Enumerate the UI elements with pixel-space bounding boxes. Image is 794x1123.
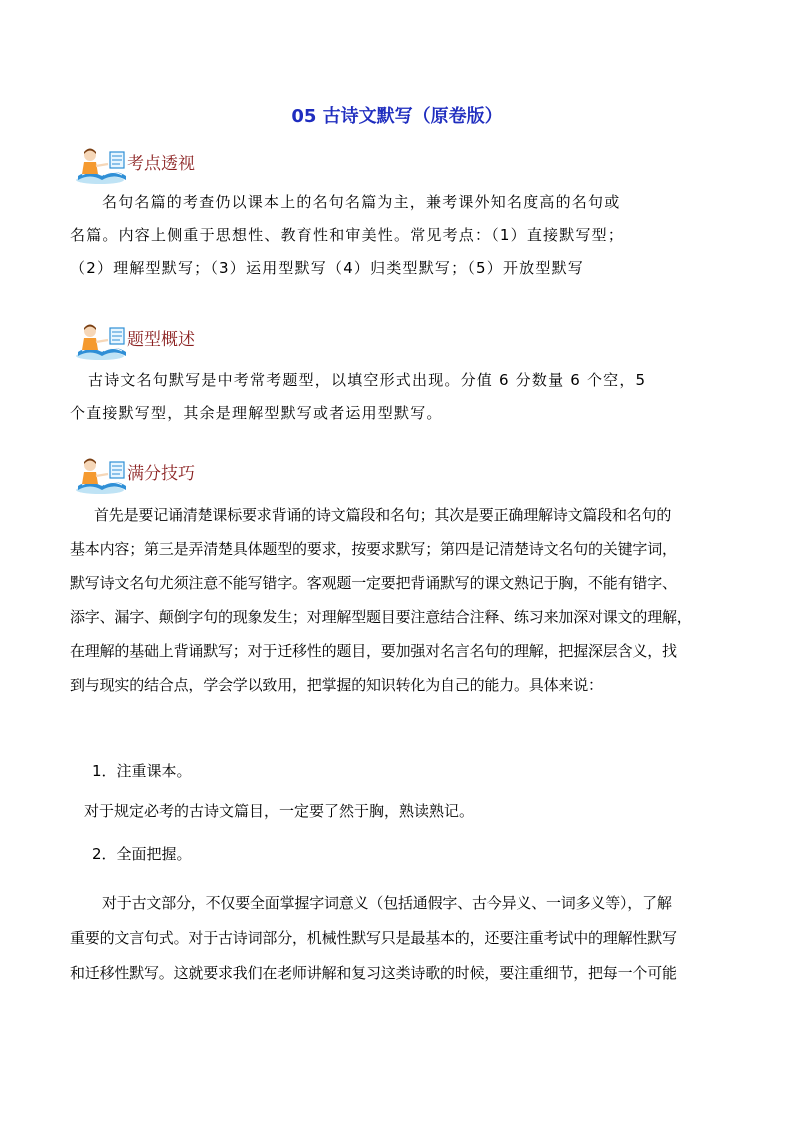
page-title: 05 古诗文默写（原卷版） — [291, 106, 503, 127]
reading-girl-icon — [74, 456, 130, 496]
section-heading-label: 考点透视 — [127, 154, 195, 174]
section-heading-tixing — [74, 322, 374, 362]
section-heading-manfen — [74, 456, 374, 496]
section-paragraph — [70, 886, 726, 991]
section-heading-label: 满分技巧 — [127, 464, 195, 484]
text-line: 基本内容；第三是弄清楚具体题型的要求，按要求默写；第四是记清楚诗文名句的关键字词， — [70, 540, 677, 558]
text-line: 对于古文部分，不仅要全面掌握字词意义（包括通假字、古今异义、一词多义等），了解 — [102, 894, 672, 912]
text-line: 在理解的基础上背诵默写；对于迁移性的题目，要加强对名言名句的理解，把握深层含义，找 — [70, 642, 677, 660]
text-line: 名篇。内容上侧重于思想性、教育性和审美性。常见考点：（1）直接默写型； — [70, 226, 625, 244]
text-line: 到与现实的结合点，学会学以致用，把掌握的知识转化为自己的能力。具体来说： — [70, 676, 603, 694]
text-line: 首先是要记诵清楚课标要求背诵的诗文篇段和名句；其次是要正确理解诗文篇段和名句的 — [94, 506, 672, 524]
text-line: 重要的文言句式。对于古诗词部分，机械性默写只是最基本的，还要注重考试中的理解性默写 — [70, 929, 677, 947]
text-line: 添字、漏字、颠倒字句的现象发生；对理解型题目要注意结合注释、练习来加深对课文的理解， — [70, 608, 692, 626]
list-item: 2．全面把握。 — [92, 845, 192, 863]
list-item-text: 对于规定必考的古诗文篇目，一定要了然于胸，熟读熟记。 — [84, 802, 475, 820]
section-heading-kaodian — [74, 146, 374, 186]
text-line: （2）理解型默写；（3）运用型默写（4）归类型默写；（5）开放型默写 — [70, 259, 584, 277]
section-heading-label: 题型概述 — [127, 330, 195, 350]
section-paragraph — [70, 186, 726, 285]
list-item: 1．注重课本。 — [92, 762, 192, 780]
section-paragraph — [70, 364, 726, 430]
text-line: 古诗文名句默写是中考常考题型，以填空形式出现。分值 6 分数量 6 个空，5 — [88, 371, 647, 389]
reading-girl-icon — [74, 146, 130, 186]
text-line: 和迁移性默写。这就要求我们在老师讲解和复习这类诗歌的时候，要注重细节，把每一个可能 — [70, 964, 677, 982]
text-line: 个直接默写型，其余是理解型默写或者运用型默写。 — [70, 404, 443, 422]
reading-girl-icon — [74, 322, 130, 362]
section-paragraph — [70, 498, 726, 702]
text-line: 默写诗文名句尤须注意不能写错字。客观题一定要把背诵默写的课文熟记于胸，不能有错字、 — [70, 574, 677, 592]
text-line: 名句名篇的考查仍以课本上的名句名篇为主，兼考课外知名度高的名句或 — [102, 193, 621, 211]
